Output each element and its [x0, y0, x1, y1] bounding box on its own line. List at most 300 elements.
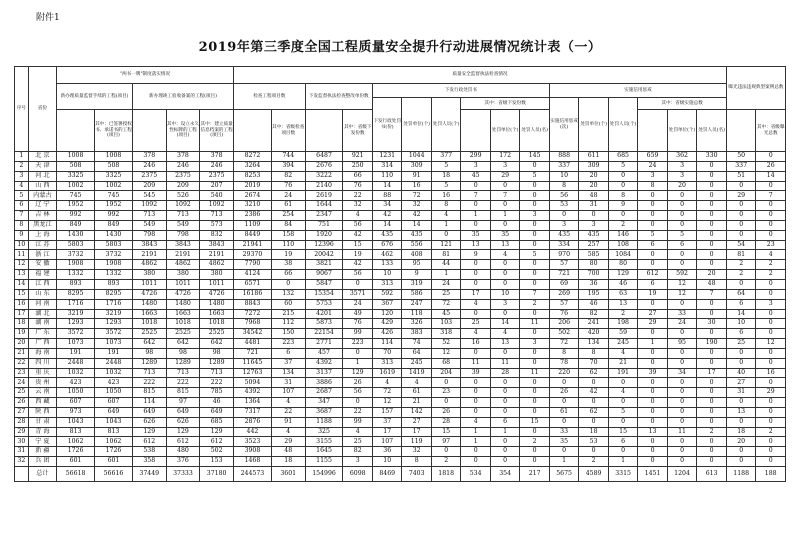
table-cell: 713: [166, 368, 200, 378]
header-credit-group: 实施信用惩戒: [549, 84, 726, 98]
table-cell: 13: [608, 299, 637, 309]
table-cell: 0: [667, 250, 696, 260]
header-permanent-projects: 新办理竣工验收备案的工程(项目): [132, 84, 233, 110]
total-cell: 354: [490, 467, 519, 482]
table-cell: 435: [372, 230, 401, 240]
table-row: [15, 230, 786, 240]
row-province: 福 建: [28, 270, 56, 280]
table-cell: 0: [697, 230, 727, 240]
table-cell: 378: [166, 152, 200, 162]
table-cell: 0: [638, 260, 667, 270]
table-cell: 642: [132, 339, 166, 349]
table-row: [15, 437, 786, 447]
table-cell: 13: [490, 240, 519, 250]
header-admin-person: 处罚人员(个): [431, 98, 460, 152]
table-cell: 0: [490, 378, 519, 388]
table-cell: 14: [372, 181, 401, 191]
table-cell: 6: [638, 240, 667, 250]
table-cell: 676: [372, 240, 401, 250]
table-cell: 52: [431, 339, 460, 349]
table-cell: 56: [343, 388, 372, 398]
table-cell: 4: [756, 250, 786, 260]
header-illegal-sub: 其中：省级曝光总数: [756, 110, 786, 152]
table-row: [15, 240, 786, 250]
table-cell: 423: [57, 378, 95, 388]
table-cell: 25: [343, 437, 372, 447]
table-cell: 4: [431, 211, 460, 221]
table-cell: 20: [697, 270, 727, 280]
table-cell: 56: [343, 270, 372, 280]
table-cell: 0: [461, 260, 490, 270]
table-cell: 220: [549, 368, 578, 378]
table-cell: 0: [271, 279, 305, 289]
table-cell: 992: [57, 211, 95, 221]
table-cell: 0: [697, 309, 727, 319]
table-cell: 17: [461, 289, 490, 299]
table-cell: 11: [520, 368, 549, 378]
table-cell: 22: [343, 407, 372, 417]
table-cell: 0: [520, 240, 549, 250]
table-cell: 81: [726, 250, 755, 260]
table-cell: 0: [608, 447, 637, 457]
table-cell: 1008: [57, 152, 95, 162]
table-cell: 19: [271, 250, 305, 260]
table-cell: 2448: [95, 358, 133, 368]
row-province: 浙 江: [28, 250, 56, 260]
table-cell: 0: [520, 181, 549, 191]
table-cell: 502: [200, 447, 234, 457]
table-cell: 0: [608, 171, 637, 181]
table-cell: 2: [520, 299, 549, 309]
table-cell: 133: [372, 260, 401, 270]
table-cell: 1480: [166, 299, 200, 309]
row-province: 北 京: [28, 152, 56, 162]
table-cell: 8843: [233, 299, 271, 309]
table-cell: 0: [697, 220, 727, 230]
table-cell: 4: [490, 250, 519, 260]
table-row: [15, 339, 786, 349]
table-cell: 0: [461, 378, 490, 388]
row-seq: 8: [15, 220, 29, 230]
table-cell: 4: [343, 211, 372, 221]
table-cell: 921: [343, 152, 372, 162]
table-cell: 0: [490, 181, 519, 191]
table-cell: 0: [461, 407, 490, 417]
table-cell: 0: [520, 398, 549, 408]
table-cell: 0: [461, 220, 490, 230]
table-cell: 3155: [305, 437, 343, 447]
table-cell: 206: [549, 319, 578, 329]
table-cell: 1155: [305, 457, 343, 467]
table-cell: 1908: [95, 260, 133, 270]
header-admin-prov-unit: 处罚单位(个): [490, 110, 519, 152]
table-cell: 330: [697, 152, 727, 162]
table-cell: 649: [200, 407, 234, 417]
table-cell: 0: [697, 260, 727, 270]
table-cell: 13: [638, 427, 667, 437]
table-cell: 82: [343, 447, 372, 457]
table-cell: 5: [608, 407, 637, 417]
total-cell: 3601: [271, 467, 305, 482]
table-cell: 72: [402, 191, 431, 201]
table-row: [15, 309, 786, 319]
total-cell: 8469: [372, 467, 401, 482]
table-cell: 8253: [233, 171, 271, 181]
table-cell: 5803: [95, 240, 133, 250]
table-cell: 1644: [305, 201, 343, 211]
table-cell: 888: [549, 152, 578, 162]
table-cell: 713: [200, 368, 234, 378]
table-cell: 1231: [372, 152, 401, 162]
row-seq: 13: [15, 270, 29, 280]
table-cell: 0: [520, 161, 549, 171]
table-cell: 1109: [233, 220, 271, 230]
table-cell: 649: [166, 407, 200, 417]
table-cell: 3: [520, 339, 549, 349]
table-cell: 2: [756, 260, 786, 270]
table-cell: 2375: [166, 171, 200, 181]
total-cell: 56616: [95, 467, 133, 482]
table-cell: 1430: [57, 230, 95, 240]
row-seq: 22: [15, 358, 29, 368]
table-cell: 2019: [233, 181, 271, 191]
table-cell: 11: [490, 358, 519, 368]
table-cell: 99: [343, 417, 372, 427]
table-cell: 190: [697, 339, 727, 349]
table-cell: 8: [579, 348, 608, 358]
total-cell: 613: [697, 467, 727, 482]
table-cell: 25: [431, 289, 460, 299]
table-cell: 4: [490, 329, 519, 339]
table-cell: 0: [697, 191, 727, 201]
table-cell: 325: [305, 427, 343, 437]
table-cell: 0: [756, 348, 786, 358]
table-cell: 0: [520, 388, 549, 398]
table-cell: 129: [343, 368, 372, 378]
table-cell: 48: [271, 447, 305, 457]
table-cell: 29370: [233, 250, 271, 260]
table-cell: 80: [608, 260, 637, 270]
table-cell: 129: [166, 427, 200, 437]
table-cell: 0: [756, 407, 786, 417]
table-cell: 0: [520, 309, 549, 319]
table-cell: 209: [132, 181, 166, 191]
table-cell: 4124: [233, 270, 271, 280]
row-province: 陕 西: [28, 407, 56, 417]
table-cell: 2: [608, 309, 637, 319]
table-cell: 2: [431, 457, 460, 467]
table-cell: 21: [402, 398, 431, 408]
table-cell: 3572: [95, 329, 133, 339]
table-cell: 0: [490, 220, 519, 230]
table-cell: 4392: [305, 358, 343, 368]
table-cell: 0: [520, 329, 549, 339]
table-cell: 1: [461, 437, 490, 447]
table-cell: 0: [667, 388, 696, 398]
table-cell: 1289: [166, 358, 200, 368]
row-province: 贵 州: [28, 378, 56, 388]
table-cell: 4726: [166, 289, 200, 299]
table-cell: 8: [549, 181, 578, 191]
table-cell: 8: [402, 457, 431, 467]
table-cell: 0: [638, 437, 667, 447]
table-cell: 0: [756, 398, 786, 408]
table-cell: 33: [549, 427, 578, 437]
table-cell: 26: [549, 388, 578, 398]
table-cell: 13: [726, 407, 755, 417]
table-cell: 19: [343, 250, 372, 260]
table-cell: 2386: [233, 211, 271, 221]
table-cell: 0: [638, 378, 667, 388]
table-cell: 3264: [233, 161, 271, 171]
table-cell: 4: [372, 378, 401, 388]
table-cell: 3843: [200, 240, 234, 250]
table-cell: 4862: [200, 260, 234, 270]
table-cell: 1920: [305, 230, 343, 240]
total-cell: [15, 467, 29, 482]
table-cell: 1480: [200, 299, 234, 309]
table-cell: 2140: [305, 181, 343, 191]
table-cell: 607: [95, 398, 133, 408]
table-cell: 7272: [233, 309, 271, 319]
table-cell: 114: [372, 339, 401, 349]
table-cell: 26: [756, 161, 786, 171]
row-province: 江 西: [28, 279, 56, 289]
table-cell: 54: [726, 240, 755, 250]
table-cell: 5: [520, 171, 549, 181]
table-cell: 2771: [305, 339, 343, 349]
total-cell: 1818: [431, 467, 460, 482]
row-seq: 15: [15, 289, 29, 299]
table-cell: 269: [549, 289, 578, 299]
table-cell: 3: [549, 220, 578, 230]
table-cell: 1716: [57, 299, 95, 309]
total-cell: 3315: [608, 467, 637, 482]
table-cell: 28: [431, 417, 460, 427]
table-cell: 0: [638, 388, 667, 398]
table-cell: 0: [490, 270, 519, 280]
table-cell: 2191: [132, 250, 166, 260]
table-row: [15, 299, 786, 309]
header-province: 省份: [28, 67, 56, 152]
row-seq: 4: [15, 181, 29, 191]
table-cell: 0: [726, 348, 755, 358]
table-cell: 11: [461, 358, 490, 368]
table-cell: 586: [402, 289, 431, 299]
row-seq: 29: [15, 427, 29, 437]
table-cell: 556: [402, 240, 431, 250]
table-cell: 0: [697, 161, 727, 171]
table-cell: 832: [200, 230, 234, 240]
table-cell: 223: [271, 339, 305, 349]
row-province: 新 疆: [28, 447, 56, 457]
table-cell: 2191: [200, 250, 234, 260]
table-cell: 313: [372, 358, 401, 368]
row-seq: 5: [15, 191, 29, 201]
table-cell: 7790: [233, 260, 271, 270]
table-cell: 0: [667, 447, 696, 457]
table-cell: 134: [271, 368, 305, 378]
table-cell: 146: [608, 230, 637, 240]
table-cell: 14: [372, 220, 401, 230]
table-cell: 24: [667, 319, 696, 329]
table-cell: 2525: [200, 329, 234, 339]
row-seq: 7: [15, 211, 29, 221]
table-cell: 6: [608, 437, 637, 447]
table-cell: 1293: [95, 319, 133, 329]
table-cell: 3325: [57, 171, 95, 181]
row-province: 宁 夏: [28, 437, 56, 447]
table-cell: 0: [520, 348, 549, 358]
table-cell: 14: [490, 319, 519, 329]
table-cell: 721: [549, 270, 578, 280]
table-cell: 5847: [305, 279, 343, 289]
table-cell: 480: [166, 447, 200, 457]
table-cell: 153: [200, 457, 234, 467]
table-row: [15, 181, 786, 191]
table-cell: 1: [490, 427, 519, 437]
table-cell: 1018: [200, 319, 234, 329]
table-cell: 91: [402, 171, 431, 181]
table-cell: 36: [372, 447, 401, 457]
table-cell: 39: [461, 368, 490, 378]
header-admin-prov-count: [461, 110, 490, 152]
table-cell: 0: [697, 240, 727, 250]
table-cell: 0: [726, 211, 755, 221]
table-cell: 24: [343, 299, 372, 309]
table-cell: 222: [166, 378, 200, 388]
table-cell: 250: [343, 161, 372, 171]
table-cell: 0: [608, 181, 637, 191]
table-cell: 508: [95, 161, 133, 171]
table-cell: 246: [166, 161, 200, 171]
table-cell: 15354: [305, 289, 343, 299]
table-cell: 1062: [95, 437, 133, 447]
table-cell: 32: [402, 447, 431, 457]
table-cell: 3821: [305, 260, 343, 270]
table-cell: 3: [667, 171, 696, 181]
table-cell: 56: [549, 191, 578, 201]
table-cell: 4: [461, 299, 490, 309]
table-cell: 394: [271, 161, 305, 171]
table-cell: 601: [57, 457, 95, 467]
header-group-two-in-one: "两书一牌"制度落实情况: [57, 67, 234, 84]
table-cell: 62: [579, 368, 608, 378]
table-cell: 42: [343, 260, 372, 270]
table-cell: 107: [372, 437, 401, 447]
table-cell: 11: [667, 427, 696, 437]
row-province: 河 北: [28, 171, 56, 181]
table-cell: 0: [520, 358, 549, 368]
table-cell: 649: [132, 407, 166, 417]
table-cell: 502: [549, 329, 578, 339]
table-row: [15, 407, 786, 417]
table-cell: 145: [520, 152, 549, 162]
table-cell: 24: [271, 191, 305, 201]
table-cell: 0: [697, 417, 727, 427]
row-province: 山 东: [28, 289, 56, 299]
table-row: [15, 211, 786, 221]
table-cell: 48: [579, 191, 608, 201]
table-cell: 0: [579, 417, 608, 427]
table-cell: 4862: [166, 260, 200, 270]
table-cell: 3732: [95, 250, 133, 260]
table-cell: 334: [549, 240, 578, 250]
table-cell: 198: [608, 319, 637, 329]
table-cell: 685: [200, 417, 234, 427]
table-cell: 120: [372, 309, 401, 319]
table-cell: 612: [132, 437, 166, 447]
row-province: 西 藏: [28, 398, 56, 408]
header-credit-unit: 处罚单位(个): [579, 98, 608, 152]
table-cell: 2674: [233, 191, 271, 201]
table-cell: 80: [579, 260, 608, 270]
table-cell: 6: [271, 348, 305, 358]
table-cell: 53: [579, 437, 608, 447]
table-cell: 1084: [608, 250, 637, 260]
table-cell: 6: [667, 240, 696, 250]
table-cell: 0: [756, 211, 786, 221]
table-cell: 0: [520, 447, 549, 457]
table-cell: 4: [271, 427, 305, 437]
header-credit-prov-person: 处罚人员(名): [697, 110, 727, 152]
table-cell: 2: [726, 260, 755, 270]
table-cell: 0: [431, 398, 460, 408]
table-cell: 785: [200, 388, 234, 398]
total-cell: 1451: [638, 467, 667, 482]
table-cell: 0: [726, 201, 755, 211]
table-cell: 0: [726, 457, 755, 467]
table-row: [15, 427, 786, 437]
row-seq: 17: [15, 309, 29, 319]
table-cell: 3: [579, 220, 608, 230]
table-cell: 0: [697, 250, 727, 260]
table-cell: 992: [95, 211, 133, 221]
table-cell: 3843: [132, 240, 166, 250]
table-cell: 2619: [305, 191, 343, 201]
total-cell: 534: [461, 467, 490, 482]
header-admin-prov-group: 其中：省级下发份数: [461, 98, 549, 110]
table-cell: 4: [608, 388, 637, 398]
header-inspect-sub: 其中：省级检查项目数: [271, 110, 305, 152]
table-cell: 2: [756, 270, 786, 280]
table-cell: 0: [726, 181, 755, 191]
total-cell: 37449: [132, 467, 166, 482]
table-cell: 0: [431, 378, 460, 388]
table-row: [15, 398, 786, 408]
table-cell: 0: [638, 201, 667, 211]
table-cell: 27: [638, 309, 667, 319]
table-row: [15, 378, 786, 388]
table-cell: 6: [638, 279, 667, 289]
table-cell: 82: [271, 171, 305, 181]
table-cell: 0: [490, 398, 519, 408]
table-cell: 0: [461, 309, 490, 319]
table-cell: 2448: [57, 358, 95, 368]
table-cell: 70: [579, 358, 608, 368]
table-row: [15, 161, 786, 171]
header-rectify-group: 下发监督执法检查整改单份数: [305, 84, 372, 110]
statistics-table: [14, 66, 786, 482]
table-cell: 0: [667, 378, 696, 388]
header-permanent-sub1: 其中：设立永久性标牌的工程(项目): [166, 110, 200, 152]
table-cell: 7: [461, 191, 490, 201]
header-contract-sub: 其中：已签署授权书、承诺书的工程(项目): [95, 110, 133, 152]
header-credit-prov-unit: 处罚单位(个): [667, 110, 696, 152]
table-cell: 380: [132, 270, 166, 280]
table-cell: 95: [402, 260, 431, 270]
table-cell: 27: [402, 417, 431, 427]
